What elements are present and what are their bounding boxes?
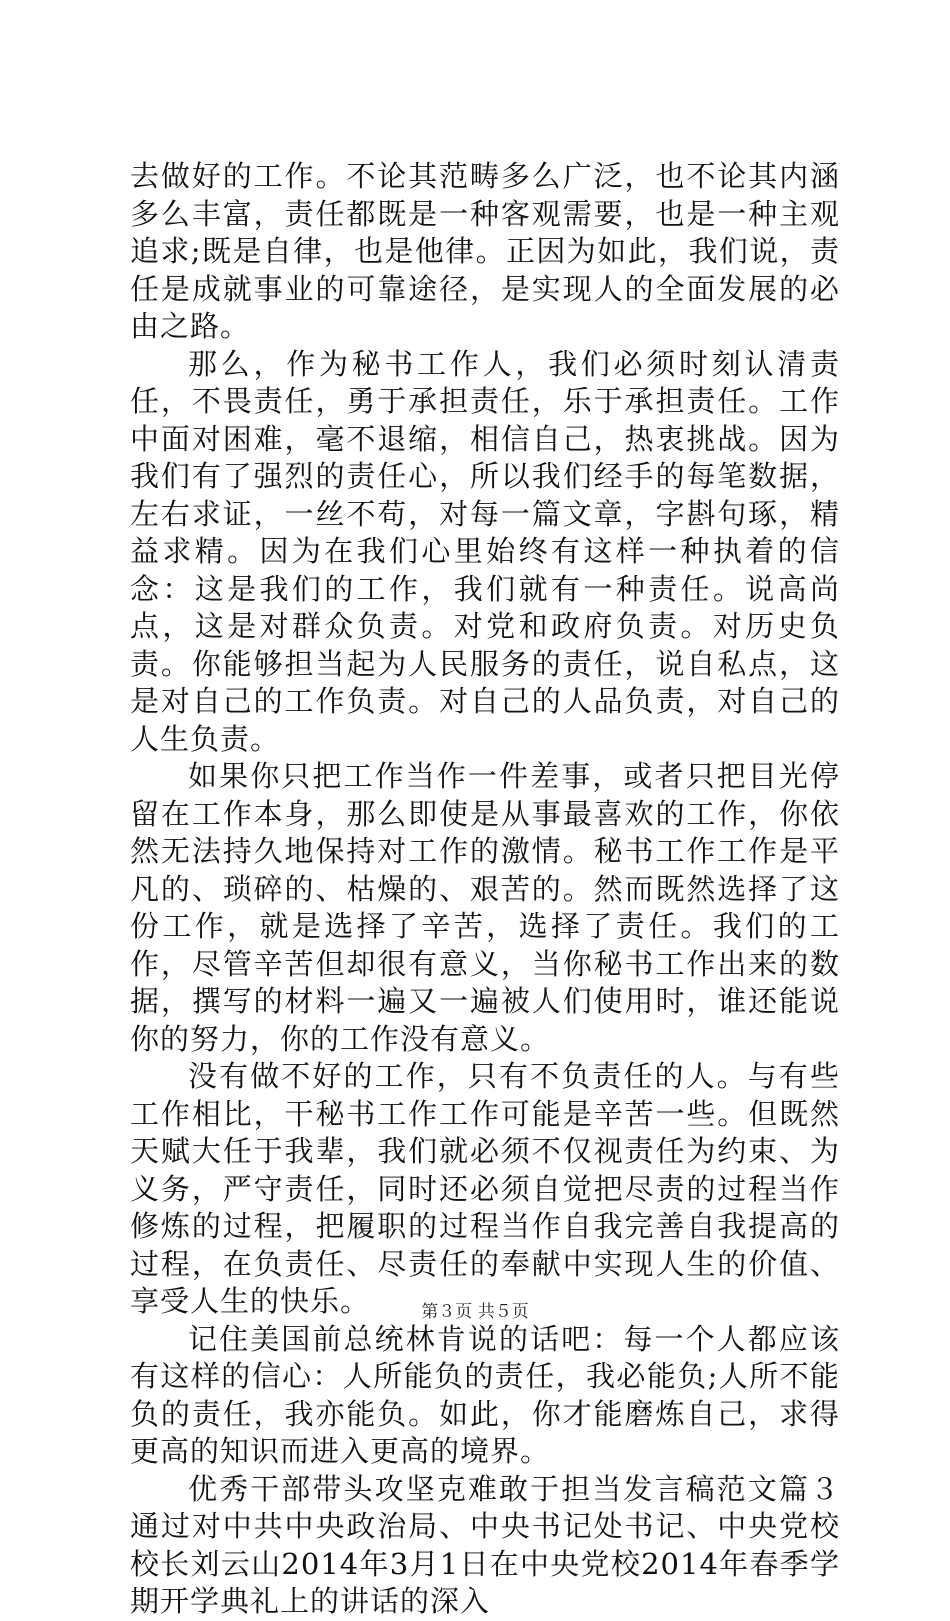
paragraph-5: 记住美国前总统林肯说的话吧：每一个人都应该有这样的信心：人所能负的责任，我必能负;人所不能负的责任，我亦能负。如此，你才能磨炼自己，求得更高的知识而进入更高的境界。 [130,1321,840,1468]
paragraph-6: 优秀干部带头攻坚克难敢于担当发言稿范文篇３通过对中共中央政治局、中央书记处书记、中央党校校长刘云山2014年3月1日在中央党校2014年春季学期开学典礼上的讲话的深入 [130,1471,840,1618]
paragraph-2: 那么，作为秘书工作人，我们必须时刻认清责任，不畏责任，勇于承担责任，乐于承担责任。工作中面对困难，毫不退缩，相信自己，热衷挑战。因为我们有了强烈的责任心，所以我们经手的每笔数据，左右求证，一丝不苟，对每一篇文章，字斟句琢，精益求精。因为在我们心里始终有这样一种执着的信念：这是我们的工作，我们就有一种责任。说高尚点，这是对群众负责。对党和政府负责。对历史负责。你能够担当起为人民服务的责任，说自私点，这是对自己的工作负责。对自己的人品负责，对自己的人生负责。 [130,346,840,756]
document-body [130,158,840,1621]
paragraph-4: 没有做不好的工作，只有不负责任的人。与有些工作相比，干秘书工作工作可能是辛苦一些。但既然天赋大任于我辈，我们就必须不仅视责任为约束、为义务，严守责任，同时还必须自觉把尽责的过程当作修炼的过程，把履职的过程当作自我完善自我提高的过程，在负责任、尽责任的奉献中实现人生的价值、享受人生的快乐。 [130,1059,840,1318]
paragraph-3: 如果你只把工作当作一件差事，或者只把目光停留在工作本身，那么即使是从事最喜欢的工作，你依然无法持久地保持对工作的激情。秘书工作工作是平凡的、琐碎的、枯燥的、艰苦的。然而既然选择了这份工作，就是选择了辛苦，选择了责任。我们的工作，尽管辛苦但却很有意义，当你秘书工作出来的数据，撰写的材料一遍又一遍被人们使用时，谁还能说你的努力，你的工作没有意义。 [130,759,840,1056]
page-footer: 第３页 共５页 [421,1302,529,1322]
paragraph-1: 去做好的工作。不论其范畴多么广泛，也不论其内涵多么丰富，责任都既是一种客观需要，也是一种主观追求;既是自律，也是他律。正因为如此，我们说，责任是成就事业的可靠途径，是实现人的全面发展的必由之路。 [130,159,840,343]
